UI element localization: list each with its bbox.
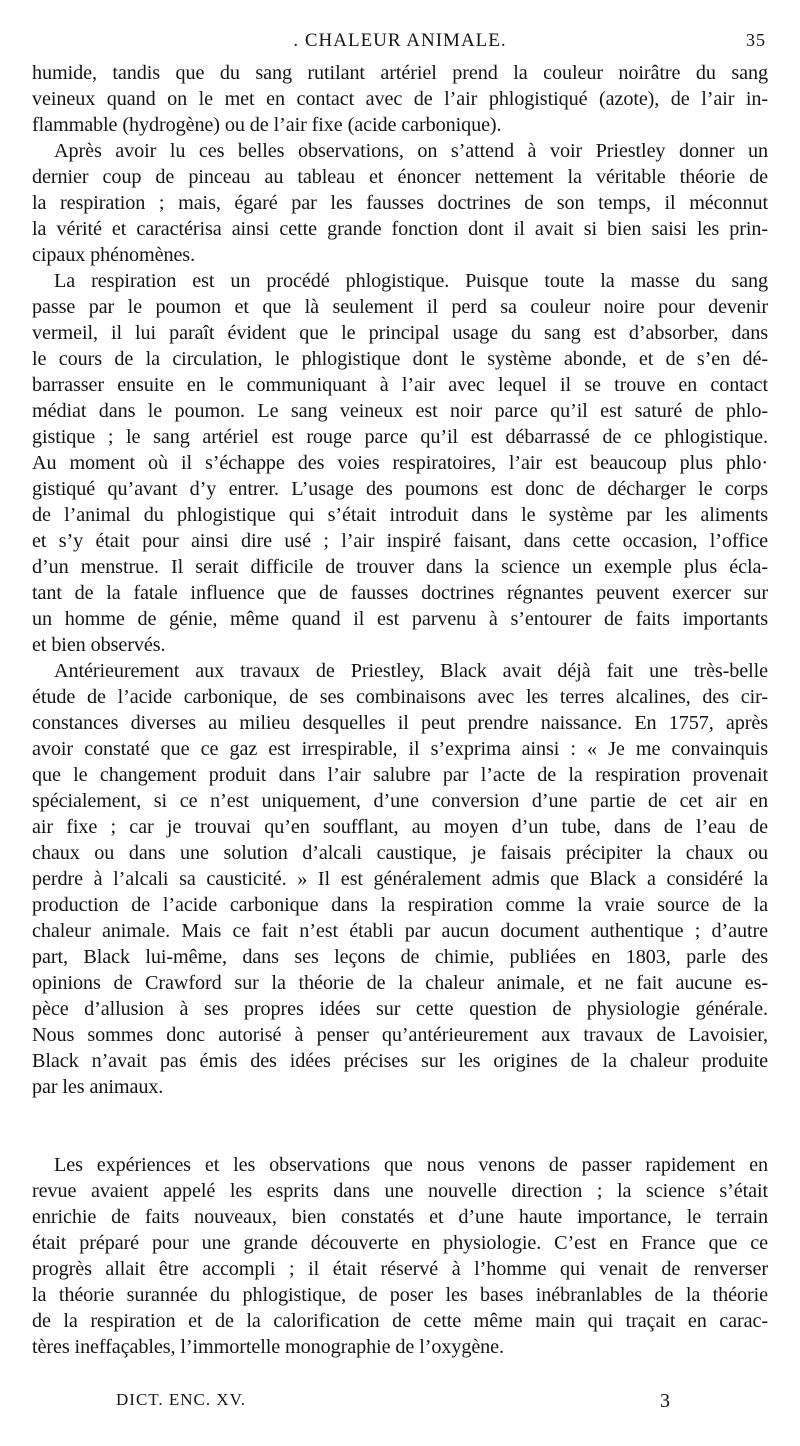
text-line: spécialement, si ce n’est uniquement, d’une conversion d’une partie de cet air en <box>32 790 768 812</box>
page-number: 35 <box>746 30 766 50</box>
text-line: revue avaient appelé les esprits dans une nouvelle direction ; la science s’était <box>32 1180 768 1202</box>
text-line: avoir constaté que ce gaz est irrespirable, il s’exprima ainsi : « Je me convainquis <box>32 738 768 760</box>
text-line: vermeil, il lui paraît évident que le principal usage du sang est d’absorber, dans <box>32 322 768 344</box>
text-line: part, Black lui-même, dans ses leçons de chimie, publiées en 1803, parle des <box>32 946 768 968</box>
text-line: de l’animal du phlogistique qui s’était introduit dans le système par les aliments <box>32 504 768 526</box>
text-line: chaux ou dans une solution d’alcali caustique, je faisais précipiter la chaux ou <box>32 842 768 864</box>
text-line: était préparé pour une grande découverte en physiologie. C’est en France que ce <box>32 1232 768 1254</box>
text-line: air fixe ; car je trouvai qu’en soufflant, au moyen d’un tube, dans de l’eau de <box>32 816 768 838</box>
text-line: un homme de génie, même quand il est parvenu à s’entourer de faits importants <box>32 608 768 630</box>
text-line: Antérieurement aux travaux de Priestley, Black avait déjà fait une très-belle <box>54 660 768 682</box>
text-line: opinions de Crawford sur la théorie de la chaleur animale, et ne fait aucune es- <box>32 972 768 994</box>
text-line: par les animaux. <box>32 1076 164 1098</box>
paragraph-3 <box>32 268 768 658</box>
text-line: la théorie surannée du phlogistique, de poser les bases inébranlables de la théorie <box>32 1284 768 1306</box>
text-line: étude de l’acide carbonique, de ses combinaisons avec les terres alcalines, des cir- <box>32 686 768 708</box>
text-line: médiat dans le poumon. Le sang veineux est noir parce qu’il est saturé de phlo- <box>32 400 768 422</box>
text-line: la vérité et caractérisa ainsi cette grande fonction dont il avait si bien saisi les prin- <box>32 218 768 240</box>
text-line: production de l’acide carbonique dans la respiration comme la vraie source de la <box>32 894 768 916</box>
text-line: que le changement produit dans l’air salubre par l’acte de la respiration provenait <box>32 764 768 786</box>
text-line: Les expériences et les observations que nous venons de passer rapidement en <box>54 1154 768 1176</box>
signature-mark: DICT. ENC. XV. <box>116 1390 247 1409</box>
text-line: cipaux phénomènes. <box>32 244 196 266</box>
paragraph-5 <box>32 1152 768 1360</box>
text-line: tant de la fatale influence que de fausses doctrines régnantes peuvent exercer sur <box>32 582 768 604</box>
running-title: . CHALEUR ANIMALE. <box>293 30 507 51</box>
text-line: la respiration ; mais, égaré par les fausses doctrines de son temps, il méconnut <box>32 192 768 214</box>
text-line: et s’y était pour ainsi dire usé ; l’air inspiré faisant, dans cette occasion, l’office <box>32 530 768 552</box>
text-line: Black n’avait pas émis des idées précises sur les origines de la chaleur produite <box>32 1050 768 1072</box>
sheet-number: 3 <box>660 1390 670 1412</box>
paragraph-4 <box>32 658 768 1100</box>
text-line: de la respiration et de la calorification de cette même main qui traçait en carac- <box>32 1310 768 1332</box>
text-line: tères ineffaçables, l’immortelle monographie de l’oxygène. <box>32 1336 504 1358</box>
text-line: passe par le poumon et que là seulement il perd sa couleur noire pour devenir <box>32 296 768 318</box>
text-line: le cours de la circulation, le phlogistique dont le système abonde, et de s’en dé- <box>32 348 768 370</box>
text-line: veineux quand on le met en contact avec de l’air phlogistiqué (azote), de l’air in- <box>32 88 768 110</box>
text-line: La respiration est un procédé phlogistique. Puisque toute la masse du sang <box>54 270 768 292</box>
text-line: Au moment où il s’échappe des voies respiratoires, l’air est beaucoup plus phlo· <box>32 452 768 474</box>
text-line: et bien observés. <box>32 634 166 656</box>
section-gap <box>32 1100 768 1152</box>
text-line: gistiqué qu’avant d’y entrer. L’usage des poumons est donc de décharger le corps <box>32 478 768 500</box>
text-line: enrichie de faits nouveaux, bien constatés et d’une haute importance, le terrain <box>32 1206 768 1228</box>
text-line: dernier coup de pinceau au tableau et énoncer nettement la véritable théorie de <box>32 166 768 188</box>
paragraph-2 <box>32 138 768 268</box>
text-line: pèce d’allusion à ses propres idées sur cette question de physiologie générale. <box>32 998 768 1020</box>
paragraph-1 <box>32 60 768 138</box>
page-footer <box>32 1390 768 1420</box>
text-line: gistique ; le sang artériel est rouge parce qu’il est débarrassé de ce phlogistique. <box>32 426 768 448</box>
text-line: Nous sommes donc autorisé à penser qu’antérieurement aux travaux de Lavoisier, <box>32 1024 768 1046</box>
text-line: humide, tandis que du sang rutilant artériel prend la couleur noirâtre du sang <box>32 62 768 84</box>
text-line: progrès allait être accompli ; il était réservé à l’homme qui venait de renverser <box>32 1258 768 1280</box>
text-line: chaleur animale. Mais ce fait n’est établi par aucun document authentique ; d’autre <box>32 920 768 942</box>
text-line: barrasser ensuite en le communiquant à l’air avec lequel il se trouve en contact <box>32 374 768 396</box>
text-line: d’un menstrue. Il serait difficile de trouver dans la science un exemple plus écla- <box>32 556 768 578</box>
body-text <box>32 60 768 1360</box>
text-line: constances diverses au milieu desquelles il peut prendre naissance. En 1757, après <box>32 712 768 734</box>
text-line: flammable (hydrogène) ou de l’air fixe (acide carbonique). <box>32 114 502 136</box>
text-line: perdre à l’alcali sa causticité. » Il est généralement admis que Black a considéré la <box>32 868 768 890</box>
running-head <box>32 30 768 58</box>
text-line: Après avoir lu ces belles observations, on s’attend à voir Priestley donner un <box>54 140 768 162</box>
